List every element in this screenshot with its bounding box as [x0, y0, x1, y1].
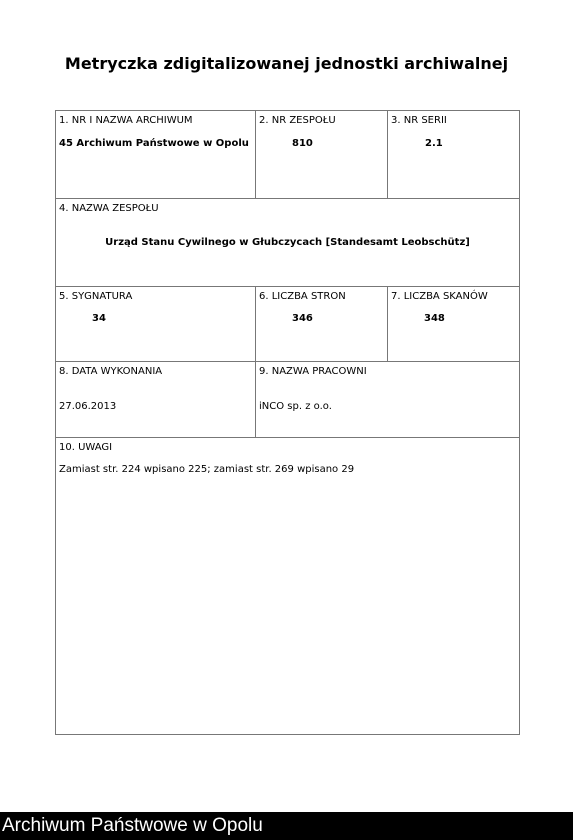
fonds-no-value: 810	[292, 138, 313, 149]
date-label: 8. DATA WYKONANIA	[59, 366, 163, 377]
workshop-label: 9. NAZWA PRACOWNI	[259, 366, 367, 377]
fonds-no-label: 2. NR ZESPOŁU	[259, 115, 336, 126]
signature-value: 34	[92, 313, 106, 324]
pages-label: 6. LICZBA STRON	[259, 291, 346, 302]
signature-label: 5. SYGNATURA	[59, 291, 133, 302]
cell-fonds-name	[56, 199, 519, 287]
archive-label: 1. NR I NAZWA ARCHIWUM	[59, 115, 193, 126]
fonds-name-label: 4. NAZWA ZESPOŁU	[59, 203, 159, 214]
metadata-table	[55, 110, 520, 735]
scans-value: 348	[424, 313, 445, 324]
cell-fonds-no	[256, 111, 388, 199]
page-title: Metryczka zdigitalizowanej jednostki archiwalnej	[64, 54, 509, 73]
cell-notes	[56, 438, 519, 734]
cell-series-no	[388, 111, 519, 199]
cell-archive	[56, 111, 256, 199]
fonds-name-value: Urząd Stanu Cywilnego w Głubczycach [Standesamt Leobschütz]	[105, 237, 470, 248]
notes-label: 10. UWAGI	[59, 442, 113, 453]
series-no-label: 3. NR SERII	[391, 115, 447, 126]
archive-value: 45 Archiwum Państwowe w Opolu	[59, 138, 249, 149]
cell-pages	[256, 287, 388, 362]
cell-signature	[56, 287, 256, 362]
scans-label: 7. LICZBA SKANÓW	[391, 291, 488, 302]
cell-date	[56, 362, 256, 438]
cell-scans	[388, 287, 519, 362]
series-no-value: 2.1	[425, 138, 443, 149]
footer-banner: Archiwum Państwowe w Opolu	[0, 812, 573, 840]
notes-value: Zamiast str. 224 wpisano 225; zamiast str. 269 wpisano 29	[59, 464, 355, 475]
date-value: 27.06.2013	[59, 401, 117, 412]
workshop-value: iNCO sp. z o.o.	[259, 401, 332, 412]
cell-workshop	[256, 362, 519, 438]
pages-value: 346	[292, 313, 313, 324]
